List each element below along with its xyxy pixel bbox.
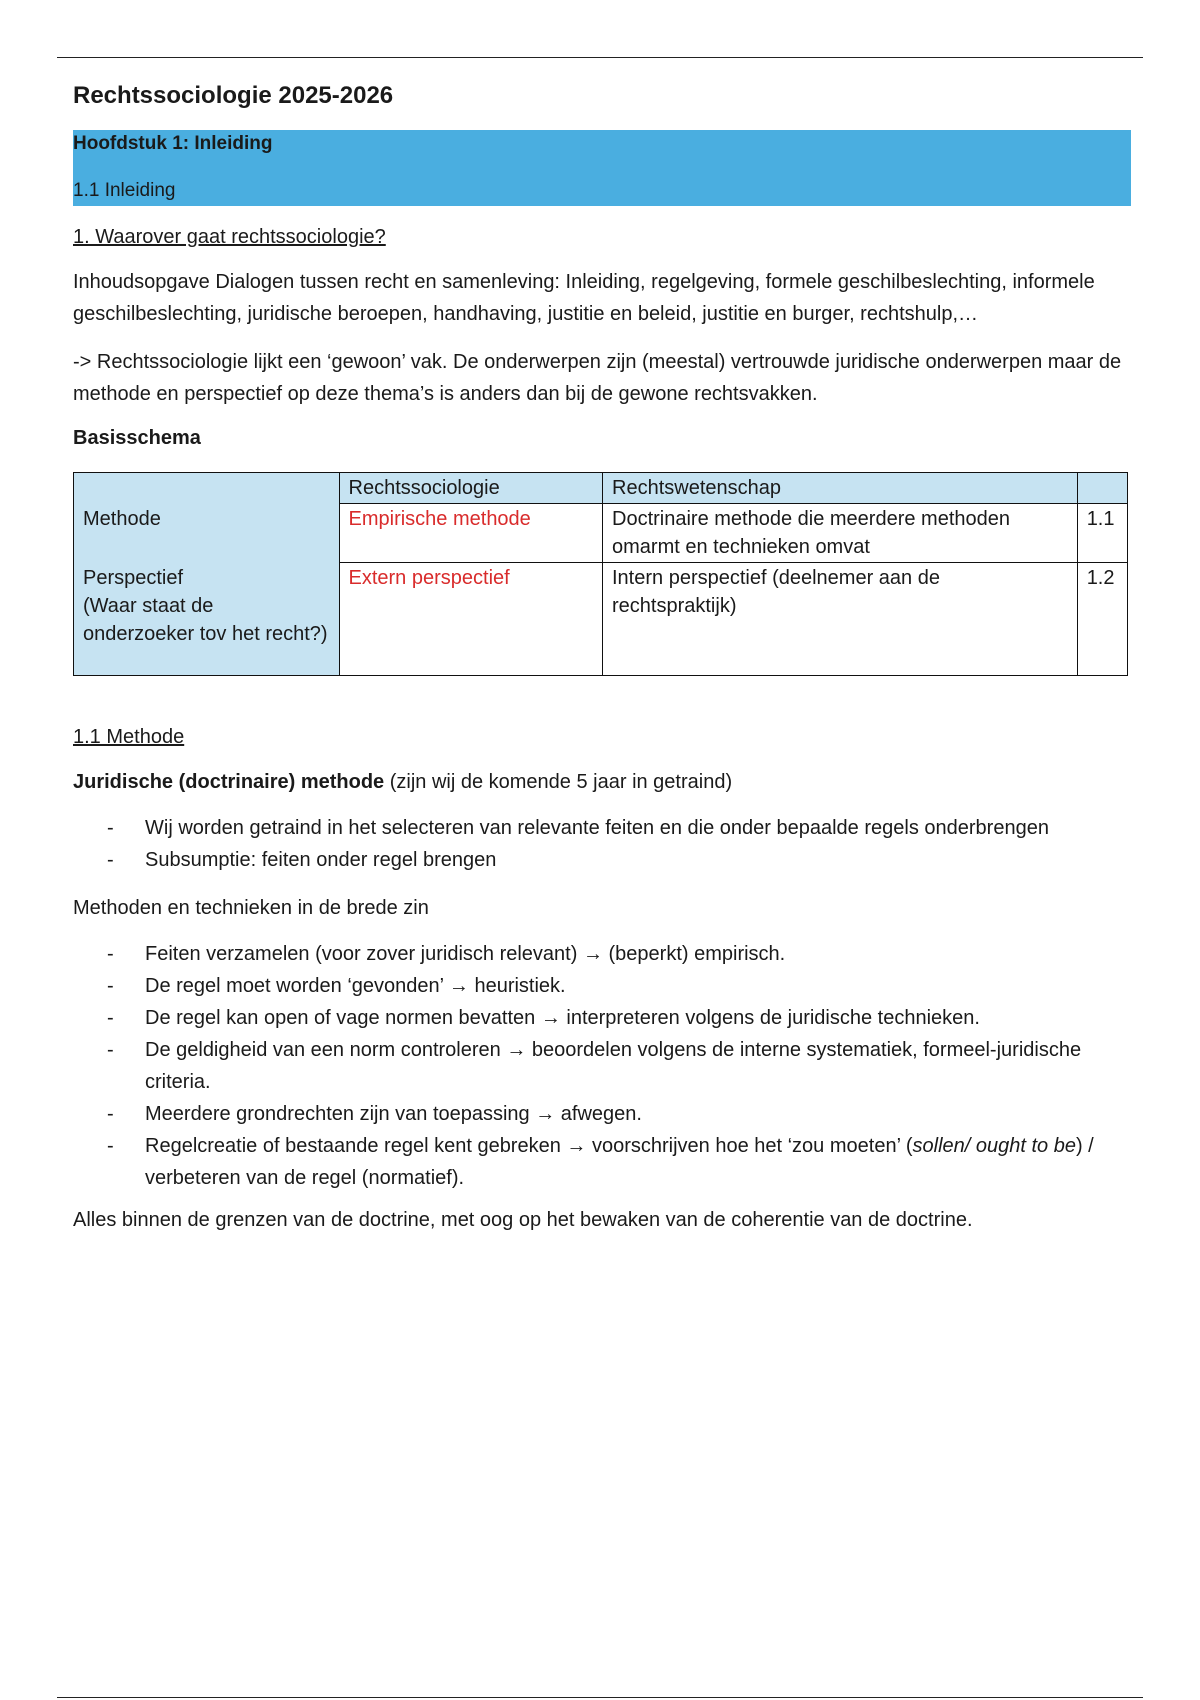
section-title: 1.1 Inleiding: [73, 180, 176, 201]
row-label-perspectief: [74, 563, 340, 676]
schema-heading: Basisschema: [73, 427, 201, 449]
bullet-list-training: [73, 812, 1133, 876]
juridische-methode-bold: Juridische (doctrinaire) methode: [73, 770, 385, 793]
header-rechtswetenschap: Rechtswetenschap: [603, 473, 1078, 504]
sociology-methode: Empirische methode: [339, 504, 603, 563]
basisschema-table: [73, 472, 1128, 676]
header-ref-cell: [1077, 473, 1127, 504]
ref-perspectief: 1.2: [1077, 563, 1127, 676]
list-item: - De regel moet worden ‘gevonden’ → heuristiek.: [145, 970, 1133, 1002]
list-item: - Meerdere grondrechten zijn van toepassing → afwegen.: [145, 1098, 1133, 1130]
intro-arrow-paragraph: -> Rechtssociologie lijkt een ‘gewoon’ vak. De onderwerpen zijn (meestal) vertrouwde juridische onderwerpen maar de methode en perspectief op deze thema’s is anders dan bij de gewone rechtsvakken.: [73, 351, 1122, 405]
intro-heading: 1. Waarover gaat rechtssociologie?: [73, 226, 386, 248]
top-rule: [57, 57, 1143, 58]
law-methode: Doctrinaire methode die meerdere methoden omarmt en technieken omvat: [603, 504, 1078, 563]
table-header-row: [74, 473, 1128, 504]
methode-heading: 1.1 Methode: [73, 725, 185, 748]
juridische-methode-rest: (zijn wij de komende 5 jaar in getraind): [384, 770, 733, 793]
perspectief-label-note: (Waar staat de onderzoeker tov het recht?): [83, 594, 328, 645]
perspectief-label: Perspectief: [83, 566, 184, 589]
intro-paragraph: Inhoudsopgave Dialogen tussen recht en samenleving: Inleiding, regelgeving, formele geschilbeslechting, informele geschilbeslechting, juridische beroepen, handhaving, justitie en beleid, justitie en burger, rechtshulp,…: [73, 271, 1095, 325]
bottom-rule: [57, 1697, 1143, 1698]
document-title: Rechtssociologie 2025-2026: [73, 82, 394, 109]
table-row: [74, 563, 1128, 676]
list-item: - Wij worden getraind in het selecteren van relevante feiten en die onder bepaalde regels onderbrengen: [145, 812, 1133, 844]
bullet-list-techniques: [73, 938, 1133, 1194]
list-item: - De regel kan open of vage normen bevatten → interpreteren volgens de juridische technieken.: [145, 1002, 1133, 1034]
last-bullet-part-b: ) / verbeteren van de regel (normatief).: [145, 1134, 1094, 1189]
document-body: [73, 70, 1133, 1236]
table-row: [74, 504, 1128, 563]
list-item: - Feiten verzamelen (voor zover juridisch relevant) → (beperkt) empirisch.: [145, 938, 1133, 970]
law-perspectief: Intern perspectief (deelnemer aan de rechtspraktijk): [603, 563, 1078, 676]
last-bullet-part-a: Regelcreatie of bestaande regel kent gebreken → voorschrijven hoe het ‘zou moeten’ (: [145, 1134, 913, 1157]
header-rechtssociologie: Rechtssociologie: [339, 473, 603, 504]
ref-methode: 1.1: [1077, 504, 1127, 563]
list-item: [145, 1130, 1133, 1194]
chapter-title: Hoofdstuk 1: Inleiding: [73, 133, 273, 154]
closing-paragraph: Alles binnen de grenzen van de doctrine, met oog op het bewaken van de coherentie van de doctrine.: [73, 1208, 973, 1231]
sociology-perspectief: Extern perspectief: [339, 563, 603, 676]
list-item: - De geldigheid van een norm controleren → beoordelen volgens de interne systematiek, formeel-juridische criteria.: [145, 1034, 1133, 1098]
last-bullet-italic: sollen/ ought to be: [912, 1134, 1076, 1157]
brede-zin-line: Methoden en technieken in de brede zin: [73, 896, 429, 919]
list-item: - Subsumptie: feiten onder regel brengen: [145, 844, 1133, 876]
row-label-methode: Methode: [74, 504, 340, 563]
chapter-heading-band: [73, 130, 1131, 206]
table-corner-cell: [74, 473, 340, 504]
juridische-methode-line: [73, 766, 1133, 798]
